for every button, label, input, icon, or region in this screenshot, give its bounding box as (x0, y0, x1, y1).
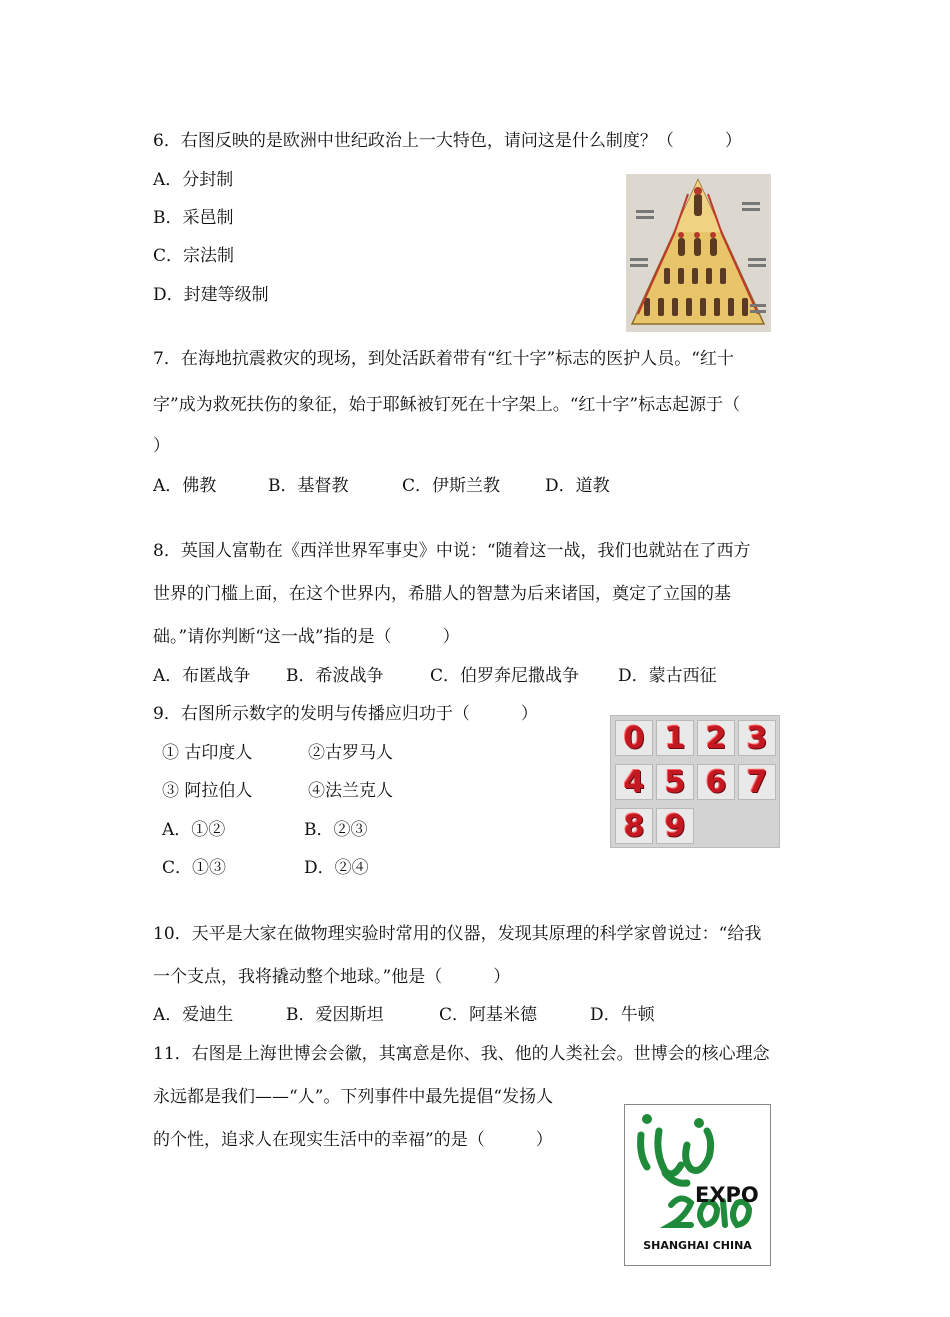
digit-7: 7 (738, 764, 776, 800)
q8-stem-line2: 世界的门槛上面，在这个世界内，希腊人的智慧为后来诸国，奠定了立国的基 (153, 584, 731, 604)
digit-8: 8 (615, 808, 653, 844)
q7-option-a: A．佛教 (153, 476, 217, 496)
q9-option-c: C．①③ (162, 858, 227, 878)
q8-option-c: C．伯罗奔尼撒战争 (430, 666, 580, 686)
q8-option-a: A．布匿战争 (153, 666, 251, 686)
expo-subtitle: SHANGHAI CHINA (643, 1239, 752, 1252)
q8-stem-line3: 础。”请你判断“这一战”指的是（ ） (153, 627, 460, 647)
digit-6: 6 (697, 764, 735, 800)
q8-stem-line1: 8．英国人富勒在《西洋世界军事史》中说：“随着这一战，我们也就站在了西方 (153, 541, 751, 561)
q10-option-d: D．牛顿 (590, 1005, 655, 1025)
digit-5: 5 (656, 764, 694, 800)
q6-option-d: D．封建等级制 (153, 285, 269, 305)
q11-stem-line1: 11．右图是上海世博会会徽，其寓意是你、我、他的人类社会。世博会的核心理念 (153, 1044, 770, 1064)
q7-stem-line2: 字”成为救死扶伤的象征，始于耶稣被钉死在十字架上。“红十字”标志起源于（ (153, 395, 741, 415)
q6-stem: 6．右图反映的是欧洲中世纪政治上一大特色，请问这是什么制度？（ ） (153, 131, 742, 151)
digit-3: 3 (738, 720, 776, 756)
q9-option-b: B．②③ (304, 820, 368, 840)
q10-stem-line1: 10．天平是大家在做物理实验时常用的仪器，发现其原理的科学家曾说过：“给我 (153, 924, 762, 944)
q10-option-c: C．阿基米德 (439, 1005, 538, 1025)
shanghai-expo-logo-image (624, 1104, 771, 1266)
q9-item-3: ③ 阿拉伯人 (162, 781, 253, 801)
q9-option-a: A．①② (162, 820, 226, 840)
q7-stem-line3: ） (153, 436, 170, 456)
pyramid-icon (626, 174, 771, 332)
digit-1: 1 (656, 720, 694, 756)
q10-option-a: A．爱迪生 (153, 1005, 234, 1025)
q8-option-b: B．希波战争 (286, 666, 384, 686)
q7-option-c: C．伊斯兰教 (402, 476, 501, 496)
digit-2: 2 (697, 720, 735, 756)
arabic-numerals-image (610, 715, 780, 848)
q7-stem-line1: 7．在海地抗震救灾的现场，到处活跃着带有“红十字”标志的医护人员。“红十 (153, 349, 734, 369)
q10-stem-line2: 一个支点，我将撬动整个地球。”他是（ ） (153, 967, 511, 987)
q10-option-b: B．爱因斯坦 (286, 1005, 384, 1025)
q7-option-d: D．道教 (545, 476, 610, 496)
q6-option-c: C．宗法制 (153, 246, 235, 266)
q9-item-1: ① 古印度人 (162, 743, 253, 763)
digit-0: 0 (615, 720, 653, 756)
q11-stem-line2: 永远都是我们——“人”。下列事件中最先提倡“发扬人 (153, 1087, 554, 1107)
q7-option-b: B．基督教 (268, 476, 349, 496)
q9-item-2: ②古罗马人 (308, 743, 393, 763)
q11-stem-line3: 的个性，追求人在现实生活中的幸福”的是（ ） (153, 1130, 553, 1150)
q9-item-4: ④法兰克人 (308, 781, 393, 801)
q6-option-a: A．分封制 (153, 170, 234, 190)
q6-option-b: B．采邑制 (153, 208, 234, 228)
feudal-hierarchy-pyramid-image (626, 174, 771, 332)
expo-word: EXPO (695, 1183, 759, 1207)
digit-9: 9 (656, 808, 694, 844)
q8-option-d: D．蒙古西征 (618, 666, 717, 686)
digit-4: 4 (615, 764, 653, 800)
q9-option-d: D．②④ (304, 858, 369, 878)
q9-stem: 9．右图所示数字的发明与传播应归功于（ ） (153, 704, 538, 724)
